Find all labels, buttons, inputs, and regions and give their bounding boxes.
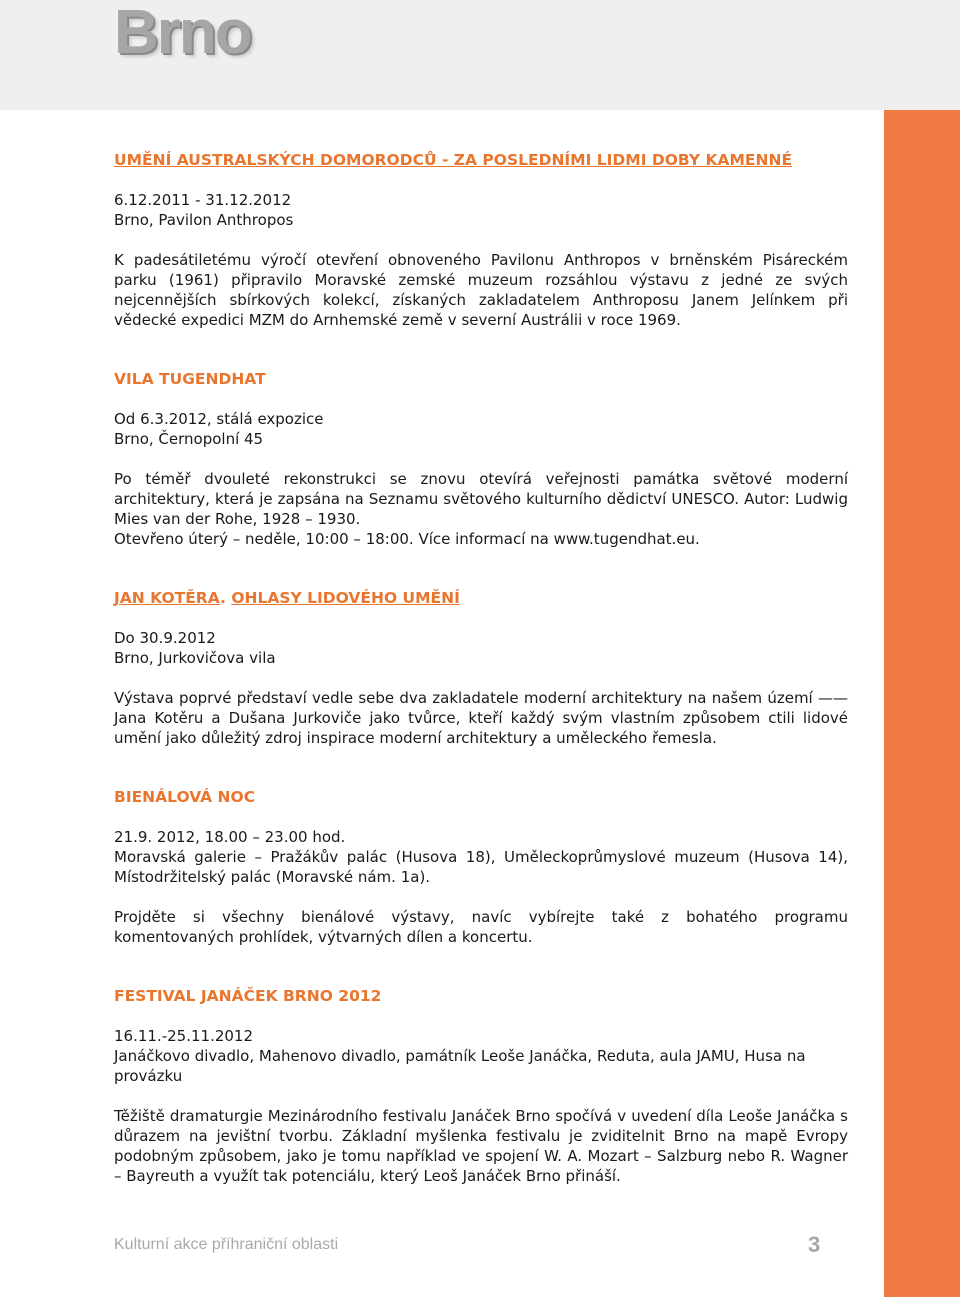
section-date: Od 6.3.2012, stálá expozice [114,410,324,428]
section-festival-janacek [114,986,848,1186]
section-heading: FESTIVAL JANÁČEK BRNO 2012 [114,987,382,1005]
section-heading: UMĚNÍ AUSTRALSKÝCH DOMORODCŮ - ZA POSLEDNÍMI LIDMI DOBY KAMENNÉ [114,151,793,169]
section-vila-tugendhat [114,369,848,549]
section-place: Brno, Jurkovičova vila [114,649,276,667]
page-title: Brno [114,0,251,67]
heading-separator: . [220,589,232,607]
section-date: 21.9. 2012, 18.00 – 23.00 hod. [114,828,346,846]
section-heading [114,588,848,608]
section-heading: BIENÁLOVÁ NOC [114,788,256,806]
section-jan-kotera [114,588,848,748]
section-body: Těžiště dramaturgie Mezinárodního festivalu Janáček Brno spočívá v uvedení díla Leoše Janáčka s důrazem na jevištní tvorbu. Základní myšlenka festivalu je zviditelnit Brno na mapě Evropy podobným způsobem, jako je tomu například ve spojení W. A. Mozart – Salzburg nebo R. Wagner – Bayreuth a využít tak potenciálu, který Leoš Janáček Brno přináší. [114,1107,848,1185]
section-bienalova-noc [114,787,848,947]
section-place: Janáčkovo divadlo, Mahenovo divadlo, památník Leoše Janáčka, Reduta, aula JAMU, Husa na provázku [114,1047,806,1085]
page-number: 3 [808,1232,821,1257]
footer-text: Kulturní akce příhraniční oblasti [114,1236,339,1253]
heading-part-1: JAN KOTĚRA [114,589,221,607]
orange-side-bar [884,110,960,1297]
section-date: 16.11.-25.11.2012 [114,1027,254,1045]
section-body: Po téměř dvouleté rekonstrukci se znovu otevírá veřejnosti památka světové moderní architektury, která je zapsána na Seznamu světového kulturního dědictví UNESCO. Autor: Ludwig Mies van der Rohe, 1928 – 1930. [114,470,848,528]
section-place: Moravská galerie – Pražákův palác (Husova 18), Uměleckoprůmyslové muzeum (Husova 14), Místodržitelský palác (Moravské nám. 1a). [114,848,848,886]
heading-part-2: OHLASY LIDOVÉHO UMĚNÍ [231,589,460,607]
section-body: Výstava poprvé představí vedle sebe dva zakladatele moderní architektury na našem území —— Jana Kotěru a Dušana Jurkoviče jako tvůrce, kteří každý svým vlastním způsobem ctili lidové umění jako důležitý zdroj inspirace moderní architektury a uměleckého řemesla. [114,689,848,747]
section-date: Do 30.9.2012 [114,629,216,647]
section-body: K padesátiletému výročí otevření obnoveného Pavilonu Anthropos v brněnském Pisáreckém parku (1961) připravilo Moravské zemské muzeum rozsáhlou výstavu z jedné ze svých nejcennějších sbírkových kolekcí, získaných zakladatelem Anthroposu Janem Jelínkem při vědecké expedici MZM do Arnhemské země v severní Austrálii v roce 1969. [114,251,848,329]
section-body: Projděte si všechny bienálové výstavy, navíc vybírejte také z bohatého programu komentovaných prohlídek, výtvarných dílen a koncertu. [114,908,848,946]
section-opening-hours: Otevřeno úterý – neděle, 10:00 – 18:00. Více informací na www.tugendhat.eu. [114,530,700,548]
section-place: Brno, Černopolní 45 [114,430,264,448]
section-place: Brno, Pavilon Anthropos [114,211,294,229]
section-heading: VILA TUGENDHAT [114,370,266,388]
main-content [114,150,848,1186]
section-aboriginal-art [114,150,848,330]
section-date: 6.12.2011 - 31.12.2012 [114,191,292,209]
